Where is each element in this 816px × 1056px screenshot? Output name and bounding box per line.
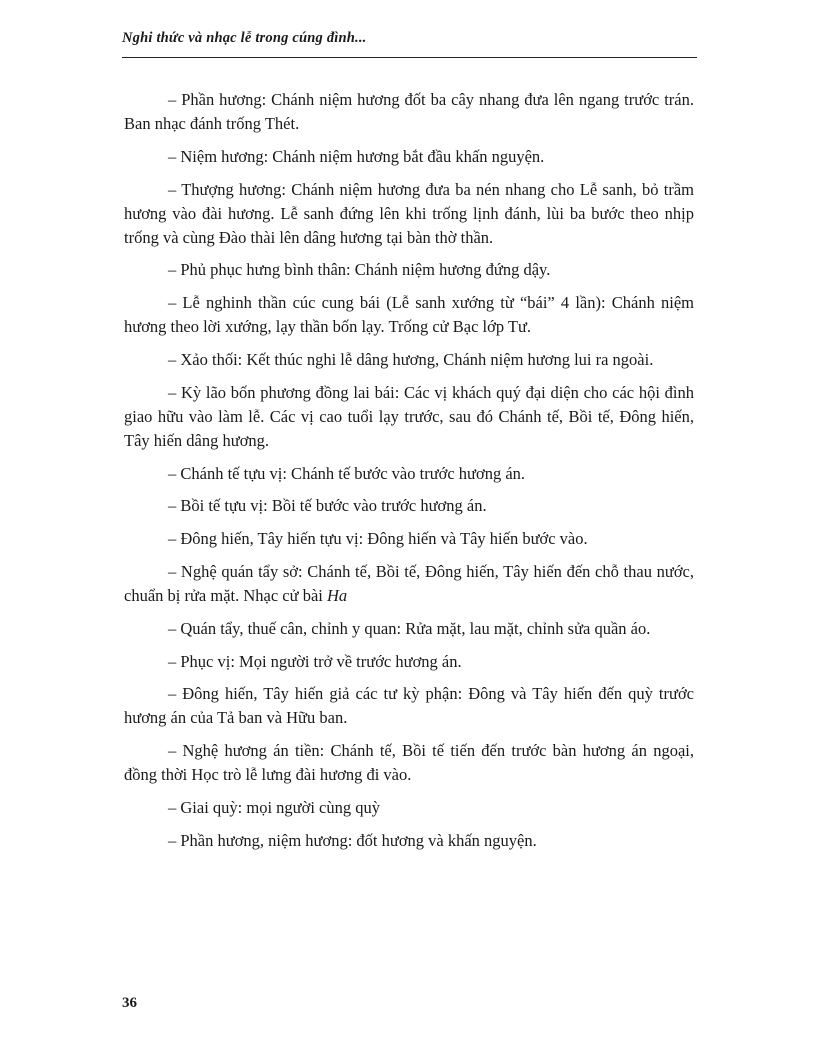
paragraph-nghe-quan-text: – Nghệ quán tẩy sở: Chánh tế, Bồi tế, Đông hiến, Tây hiến đến chỗ thau nước, chuẩn bị rửa mặt. Nhạc cử bài	[124, 561, 694, 605]
paragraph-phan-huong-niem-huong: – Phần hương, niệm hương: đốt hương và khấn nguyện.	[168, 830, 537, 850]
paragraph-nghe-huong-an: – Nghệ hương án tiền: Chánh tế, Bồi tế tiến đến trước bàn hương án ngoại, đồng thời Học trò lễ lưng đài hương đi vào.	[124, 741, 694, 785]
header-rule	[122, 57, 697, 58]
paragraph-phan-huong: – Phần hương: Chánh niệm hương đốt ba cây nhang đưa lên ngang trước trán. Ban nhạc đánh trống Thét.	[124, 90, 694, 133]
page-number: 36	[122, 995, 137, 1011]
body-text	[124, 88, 694, 862]
paragraph-quan-tay: – Quán tẩy, thuế cân, chỉnh y quan: Rửa mặt, lau mặt, chỉnh sửa quần áo.	[168, 618, 651, 638]
paragraph-boi-te-tuu-vi: – Bồi tế tựu vị: Bồi tế bước vào trước hương án.	[168, 496, 487, 516]
song-title: Ha	[326, 585, 348, 605]
running-header: Nghi thức và nhạc lễ trong cúng đình...	[122, 30, 367, 46]
paragraph-le-nghinh-than: – Lễ nghinh thần cúc cung bái (Lễ sanh xướng từ “bái” 4 lần): Chánh niệm hương theo lời xướng, lạy thần bốn lạy. Trống cử Bạc lớp Tư.	[124, 293, 694, 337]
paragraph-niem-huong: – Niệm hương: Chánh niệm hương bắt đầu khấn nguyện.	[168, 146, 545, 166]
paragraph-chanh-te-tuu-vi: – Chánh tế tựu vị: Chánh tế bước vào trước hương án.	[168, 463, 526, 483]
paragraph-giai-quy: – Giai quỳ: mọi người cùng quỳ	[168, 797, 380, 817]
paragraph-dong-tay-hien-gia: – Đông hiến, Tây hiến giả các tư kỳ phận: Đông và Tây hiến đến quỳ trước hương án của Tả ban và Hữu ban.	[124, 684, 694, 728]
paragraph-xao-thoi: – Xảo thối: Kết thúc nghi lễ dâng hương, Chánh niệm hương lui ra ngoài.	[168, 349, 654, 369]
paragraph-nghe-quan-tay-so	[124, 560, 694, 608]
paragraph-phuc-vi: – Phục vị: Mọi người trở về trước hương án.	[168, 651, 462, 671]
paragraph-phu-phuc: – Phủ phục hưng bình thân: Chánh niệm hương đứng dậy.	[168, 260, 551, 280]
paragraph-ky-lao: – Kỳ lão bốn phương đồng lai bái: Các vị khách quý đại diện cho các hội đình giao hữu vào làm lễ. Các vị cao tuổi lạy trước, sau đó Chánh tế, Bồi tế, Đông hiến, Tây hiến dâng hương.	[124, 382, 694, 450]
paragraph-thuong-huong: – Thượng hương: Chánh niệm hương đưa ba nén nhang cho Lễ sanh, bỏ trầm hương vào đài hương. Lễ sanh đứng lên khi trống lịnh đánh, lùi ba bước theo nhịp trống và cùng Đào thài lên dâng hương tại bàn thờ thần.	[124, 179, 694, 247]
paragraph-dong-tay-hien-tuu-vi: – Đông hiến, Tây hiến tựu vị: Đông hiến và Tây hiến bước vào.	[168, 529, 588, 549]
